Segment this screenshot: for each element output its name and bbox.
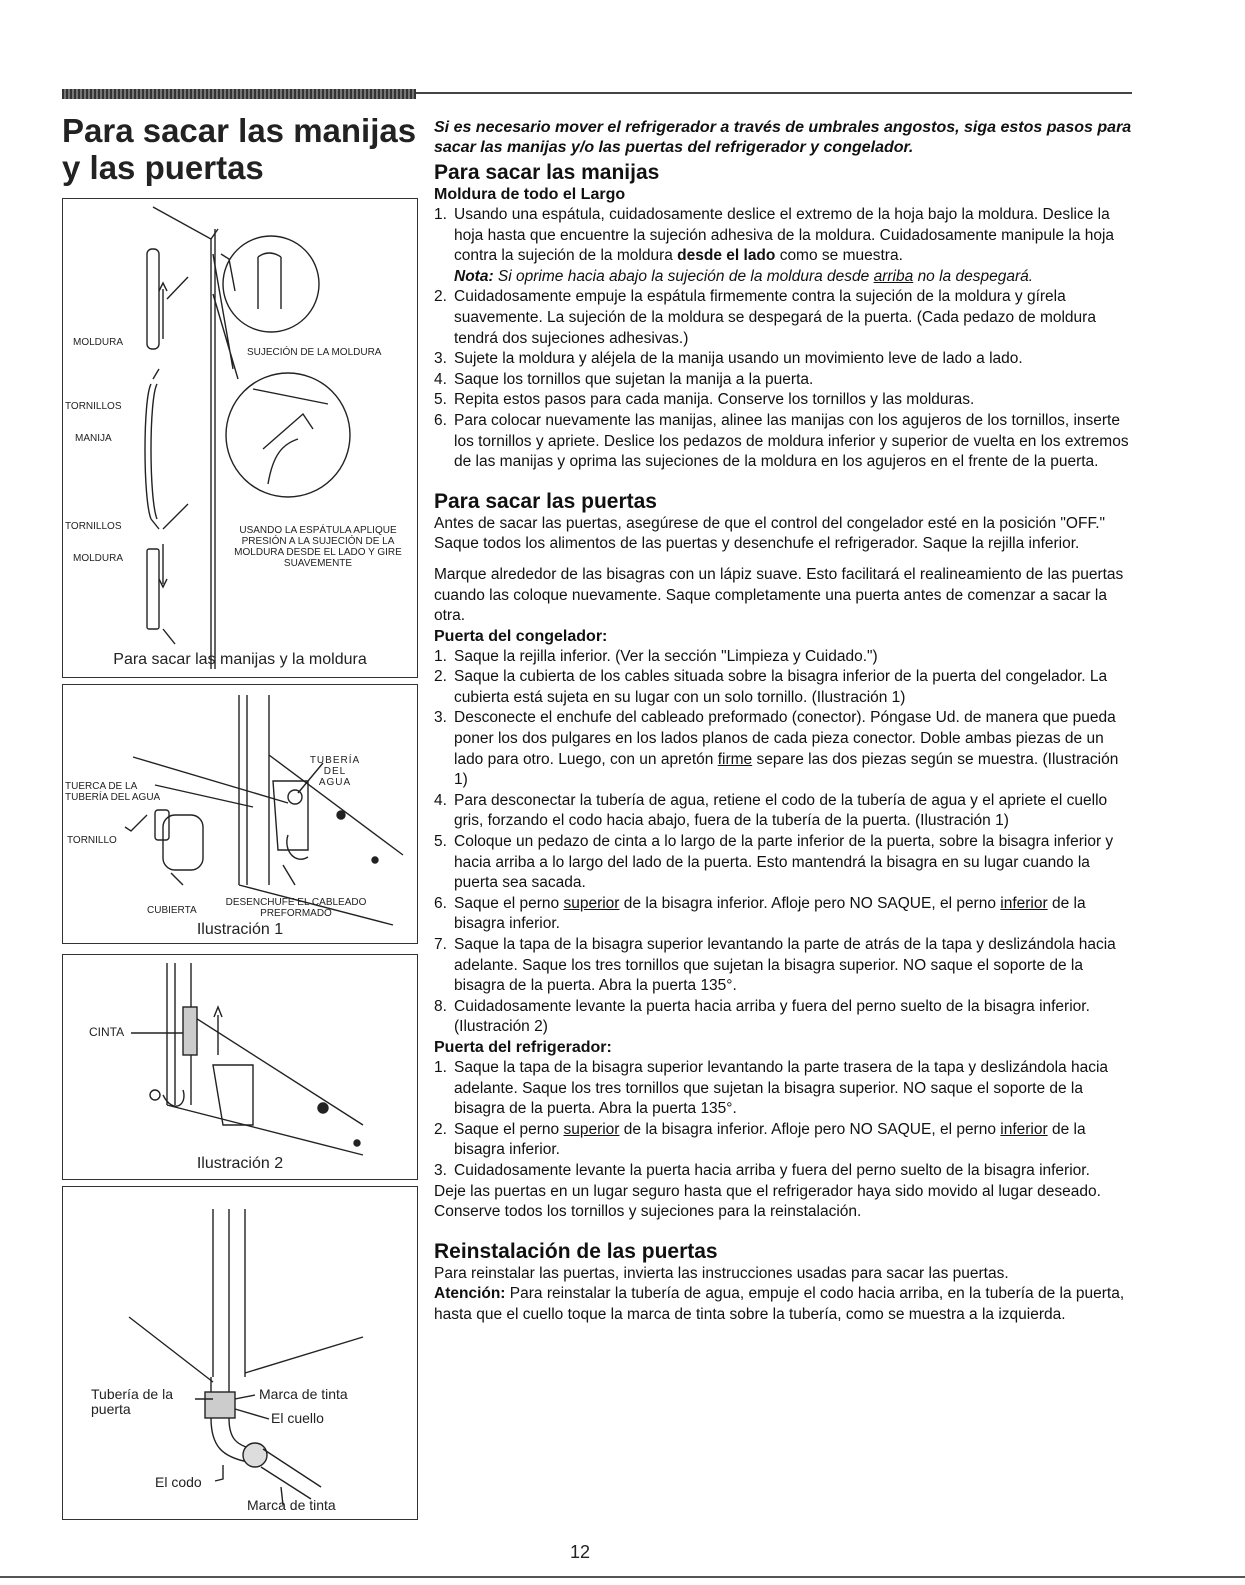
list-item: 7. Saque la tapa de la bisagra superior levantando la parte de atrás de la tapa y deslizándola hacia adelante. Saque los tres tornillos que sujetan la bisagra superior. NO saque el soporte de la bisagra de la puerta. Abra la puerta 135°. xyxy=(434,936,1116,995)
label-tornillos-bottom: TORNILLOS xyxy=(65,521,122,532)
figure-water-tube xyxy=(62,1186,418,1520)
doors-closing-paragraph: Deje las puertas en un lugar seguro hasta que el refrigerador haya sido movido al lugar deseado. Conserve todos los tornillos y sujeciones para la reinstalación. xyxy=(434,1182,1101,1221)
label-moldura-bottom: MOLDURA xyxy=(73,553,124,564)
handles-steps xyxy=(434,205,1132,473)
list-item: 3. Desconecte el enchufe del cableado preformado (conector). Póngase Ud. de manera que pueda poner los dos pulgares en los lados planos de cada pieza conector. Doble ambas piezas de un lado para otro. Luego, con un apretón firme separe las dos piezas según se muestra. (Ilustración 1) xyxy=(434,709,1119,789)
page-number: 12 xyxy=(570,1542,591,1562)
list-item: 4. Saque los tornillos que sujetan la manija a la puerta. xyxy=(434,370,814,388)
list-item: 4. Para desconectar la tubería de agua, retiene el codo de la tubería de agua y el apriete el cuello gris, forzando el codo hacia abajo, fuera de la tubería de la puerta. (Ilustración 1) xyxy=(434,791,1108,830)
list-item: 8. Cuidadosamente levante la puerta hacia arriba y fuera del perno suelto de la bisagra inferior. (Ilustración 2) xyxy=(434,997,1090,1036)
label-sujecion-moldura: SUJECIÓN DE LA MOLDURA xyxy=(247,347,382,358)
subheading-freezer-door: Puerta del congelador: xyxy=(434,627,608,645)
label-tornillos-top: TORNILLOS xyxy=(65,401,122,412)
reinstall-attention: Atención: Para reinstalar la tubería de agua, empuje el codo hacia arriba, en la tubería de la puerta, hasta que el cuello toque la marca de tinta sobre la tubería, como se muestra a la izquierda. xyxy=(434,1285,1125,1323)
subheading-fridge-door: Puerta del refrigerador: xyxy=(434,1038,612,1056)
instructions-column xyxy=(434,118,1132,1326)
section-heading-doors: Para sacar las puertas xyxy=(434,489,657,513)
figure-illustration-1 xyxy=(62,684,418,944)
water-tube-drawing xyxy=(63,1187,419,1521)
label-tuerca-tuberia: TUERCA DE LA TUBERÍA DEL AGUA xyxy=(65,781,161,803)
figure-caption: Ilustración 2 xyxy=(196,1155,284,1172)
list-item: 2. Saque el perno superior de la bisagra inferior. Afloje pero NO SAQUE, el perno inferior de la bisagra inferior. xyxy=(434,1120,1086,1159)
label-tuberia-puerta: Tubería de la puerta xyxy=(91,1386,173,1417)
list-item: 2. Cuidadosamente empuje la espátula firmemente contra la sujeción de la moldura y gírela suavemente. La sujeción de la moldura se despegará de la puerta. (Cada pedazo de moldura tendrá dos sujeciones adhesivas.) xyxy=(434,288,1096,347)
label-tornillo: TORNILLO xyxy=(67,835,117,846)
list-item: 5. Coloque un pedazo de cinta a lo largo de la parte inferior de la puerta, sobre la bisagra inferior y hacia arriba a lo largo del lado de la puerta. Esto mantendrá la bisagra en su lugar cuando la puerta sea sacada. xyxy=(434,833,1114,892)
list-item: 6. Saque el perno superior de la bisagra inferior. Afloje pero NO SAQUE, el perno inferior de la bisagra inferior. xyxy=(434,894,1086,933)
section-heading-handles: Para sacar las manijas xyxy=(434,161,660,184)
page-title: Para sacar las manijas y las puertas xyxy=(62,112,417,186)
label-cinta: CINTA xyxy=(89,1025,125,1039)
section-heading-reinstall: Reinstalación de las puertas xyxy=(434,1239,718,1263)
list-item: 1. Saque la rejilla inferior. (Ver la sección "Limpieza y Cuidado.") xyxy=(434,647,878,665)
list-item: 3. Cuidadosamente levante la puerta hacia arriba y fuera del perno suelto de la bisagra inferior. xyxy=(434,1161,1090,1179)
fridge-steps xyxy=(434,1058,1132,1182)
label-cubierta: CUBIERTA xyxy=(147,905,197,916)
list-item: 2. Saque la cubierta de los cables situada sobre la bisagra inferior de la puerta del congelador. La cubierta está sujeta en su lugar con un solo tornillo. (Ilustración 1) xyxy=(434,668,1108,706)
label-moldura-top: MOLDURA xyxy=(73,337,124,348)
label-marca-tinta-bottom: Marca de tinta xyxy=(247,1497,336,1513)
figure-caption: Ilustración 1 xyxy=(196,921,284,938)
label-tuberia-agua: TUBERÍA DEL AGUA xyxy=(309,755,361,788)
footer-rule xyxy=(0,1576,1245,1578)
list-item: 6. Para colocar nuevamente las manijas, alinee las manijas con los agujeros de los tornillos, inserte los tornillos y apriete. Deslice los pedazos de moldura inferior y superior de vuelta en los extremos de las manijas y oprima las sujeciones de la moldura en los agujeros en el frente de la puerta. xyxy=(434,411,1129,471)
intro-paragraph: Si es necesario mover el refrigerador a través de umbrales angostos, siga estos pasos para sacar las manijas y/o las puertas del refrigerador y congelador. xyxy=(434,119,1132,156)
header-rule xyxy=(416,92,1132,94)
label-el-codo: El codo xyxy=(155,1474,202,1490)
label-el-cuello: El cuello xyxy=(271,1410,324,1426)
figure-illustration-2 xyxy=(62,954,418,1180)
label-manija: MANIJA xyxy=(75,433,112,444)
label-marca-tinta-top: Marca de tinta xyxy=(259,1386,348,1402)
header-rule-textured xyxy=(62,89,416,99)
list-item: 1. Usando una espátula, cuidadosamente deslice el extremo de la hoja bajo la moldura. Deslice la hoja hasta que encuentre la sujeción adhesiva de la moldura. Cuidadosamente manipule la hoja contra la sujeción de la moldura desde el lado como se muestra. Nota: Si oprime hacia abajo la sujeción de la moldura desde arriba no la despegará. xyxy=(434,206,1115,285)
label-usando-espatula: USANDO LA ESPÁTULA APLIQUE PRESIÓN A LA SUJECIÓN DE LA MOLDURA DESDE EL LADO Y GIRE SUAVEMENTE xyxy=(234,525,402,569)
subheading-full-length-trim: Moldura de todo el Largo xyxy=(434,186,626,203)
label-desenchufe-cableado: DESENCHUFE EL CABLEADO PREFORMADO xyxy=(225,897,367,919)
list-item: 1. Saque la tapa de la bisagra superior levantando la parte trasera de la tapa y deslizándola hacia adelante. Saque los tres tornillos que sujetan la bisagra superior. NO saque el soporte de la bisagra de la puerta. Abra la puerta 135°. xyxy=(434,1058,1109,1118)
doors-paragraph: Marque alrededor de las bisagras con un lápiz suave. Esto facilitará el realineamiento de las puertas cuando las coloque nuevamente. Saque completamente una puerta antes de comenzar a sacar la otra. xyxy=(434,565,1124,625)
handle-trim-drawing xyxy=(63,199,419,679)
freezer-steps xyxy=(434,647,1132,1038)
doors-paragraph: Antes de sacar las puertas, asegúrese de que el control del congelador esté en la posición "OFF." Saque todos los alimentos de las puertas y desenchufe el refrigerador. Saque la rejilla inferior. xyxy=(434,514,1106,553)
figure-caption: Para sacar las manijas y la moldura xyxy=(113,651,367,668)
list-item: 3. Sujete la moldura y aléjela de la manija usando un movimiento leve de lado a lado. xyxy=(434,350,1023,368)
tape-hinge-drawing xyxy=(63,955,419,1181)
list-item: 5. Repita estos pasos para cada manija. Conserve los tornillos y las molduras. xyxy=(434,391,975,409)
figure-handles-trim xyxy=(62,198,418,678)
reinstall-paragraph: Para reinstalar las puertas, invierta las instrucciones usadas para sacar las puertas. xyxy=(434,1264,1009,1282)
